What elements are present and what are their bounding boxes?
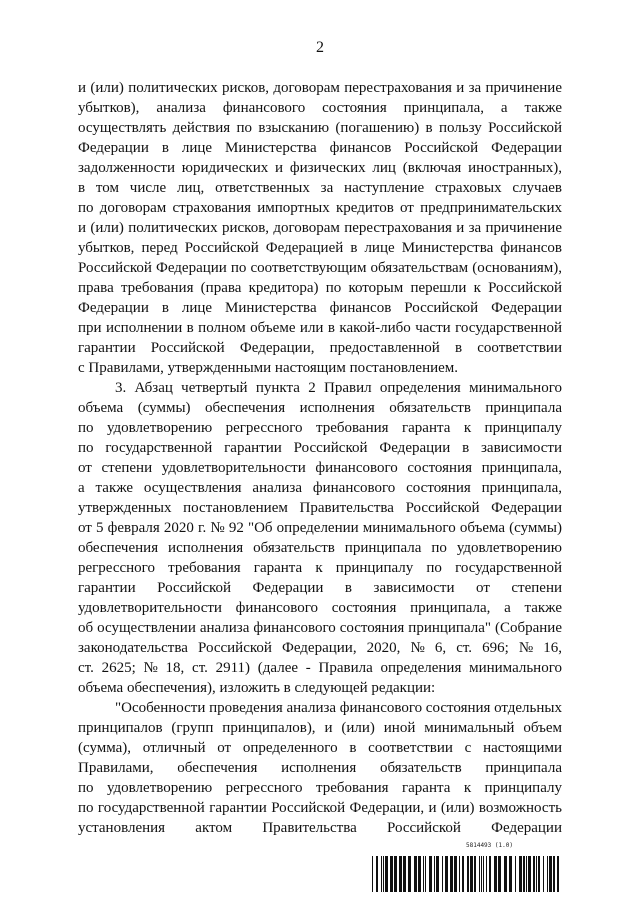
barcode-bar xyxy=(526,856,527,892)
text-line: в том числе лиц, ответственных за наступление страховых случаев xyxy=(78,180,562,196)
text-line: принципалов (групп принципалов), и (или) иной минимальный объем xyxy=(78,720,562,736)
barcode-bar xyxy=(494,856,497,892)
document-body xyxy=(78,78,562,838)
barcode-bar xyxy=(372,856,373,892)
barcode-bar xyxy=(434,856,435,892)
barcode-bar xyxy=(429,856,432,892)
paragraph-continuation xyxy=(78,78,562,378)
text-line: от степени удовлетворительности финансового состояния принципала, xyxy=(78,460,562,476)
barcode-bar xyxy=(450,856,453,892)
barcode-bar xyxy=(528,856,531,892)
text-line: по удовлетворению регрессного требования гаранта к принципалу xyxy=(78,420,562,436)
barcode-bar xyxy=(414,856,417,892)
page-number: 2 xyxy=(316,39,324,56)
barcode-bar xyxy=(381,856,382,892)
text-line: по удовлетворению регрессного требования гаранта к принципалу xyxy=(78,780,562,796)
barcode-bar xyxy=(536,856,537,892)
paragraph-item-3 xyxy=(78,378,562,698)
text-line: удовлетворительности финансового состояния принципала, а также xyxy=(78,600,562,616)
barcode-bar xyxy=(547,856,548,892)
barcode-bar xyxy=(383,856,384,892)
barcode-label: 5814493 (1.0) xyxy=(466,842,513,849)
barcode-bar xyxy=(394,856,397,892)
text-line: осуществлять действия по взысканию (погашению) в пользу Российской xyxy=(78,120,562,136)
text-line: Федерации в лице Министерства финансов Российской Федерации xyxy=(78,140,562,156)
barcode-bar xyxy=(467,856,469,892)
text-line: а также осуществления анализа финансового состояния принципала, xyxy=(78,480,562,496)
barcode-bar xyxy=(459,856,460,892)
barcode-bar xyxy=(445,856,448,892)
text-line: обеспечения исполнения обязательств принципала по удовлетворению xyxy=(78,540,562,556)
barcode-bar xyxy=(470,856,473,892)
text-line: и (или) политических рисков, договорам перестрахования и за причинение xyxy=(78,80,562,96)
text-line: от 5 февраля 2020 г. № 92 "Об определении минимального объема (суммы) xyxy=(78,520,562,536)
barcode-bar xyxy=(418,856,421,892)
barcode-bar xyxy=(436,856,439,892)
barcode-bar xyxy=(549,856,552,892)
barcode-bar xyxy=(481,856,482,892)
barcode-bar xyxy=(515,856,516,892)
barcode-bar xyxy=(538,856,540,892)
barcode xyxy=(372,856,560,892)
text-line: "Особенности проведения анализа финансового состояния отдельных xyxy=(115,700,562,716)
text-line: Правилами, обеспечения исполнения обязательств принципала xyxy=(78,760,562,776)
barcode-bar xyxy=(533,856,535,892)
barcode-bar xyxy=(425,856,426,892)
text-line: с Правилами, утвержденными настоящим постановлением. xyxy=(78,360,459,376)
text-line: объема обеспечения), изложить в следующей редакции: xyxy=(78,680,436,696)
text-line: Российской Федерации по соответствующим обязательствам (основаниям), xyxy=(78,260,562,276)
barcode-bar xyxy=(474,856,476,892)
barcode-bar xyxy=(408,856,411,892)
barcode-bar xyxy=(557,856,559,892)
barcode-bar xyxy=(519,856,522,892)
text-line: Федерации в лице Министерства финансов Российской Федерации xyxy=(78,300,562,316)
text-line: по государственной гарантии Российской Федерации в зависимости xyxy=(78,440,562,456)
text-line: объема (суммы) обеспечения исполнения обязательств принципала xyxy=(78,400,562,416)
barcode-bar xyxy=(454,856,457,892)
barcode-bar xyxy=(423,856,424,892)
barcode-bar xyxy=(509,856,512,892)
barcode-bar xyxy=(504,856,507,892)
text-line: при исполнении в полном объеме или в какой-либо части государственной xyxy=(78,320,562,336)
text-line: права требования (права кредитора) по которым перешли к Российской xyxy=(78,280,562,296)
barcode-bar xyxy=(390,856,393,892)
text-line: по государственной гарантии Российской Федерации, и (или) возможность xyxy=(78,800,562,816)
text-line: убытков), анализа финансового состояния принципала, а также xyxy=(78,100,562,116)
text-line: регрессного требования гаранта к принципалу по государственной xyxy=(78,560,562,576)
barcode-bar xyxy=(523,856,525,892)
barcode-bar xyxy=(385,856,388,892)
barcode-bar xyxy=(553,856,555,892)
barcode-bar xyxy=(543,856,544,892)
paragraph-quoted-text xyxy=(78,698,562,838)
barcode-bar xyxy=(486,856,487,892)
barcode-bar xyxy=(498,856,501,892)
text-line: гарантии Российской Федерации в зависимости от степени xyxy=(78,580,562,596)
text-line: по договорам страхования импортных кредитов от предпринимательских xyxy=(78,200,562,216)
barcode-bar xyxy=(442,856,443,892)
barcode-bar xyxy=(403,856,406,892)
text-line: об осуществлении анализа финансового состояния принципала" (Собрание xyxy=(78,620,562,636)
text-line: гарантии Российской Федерации, предоставленной в соответствии xyxy=(78,340,562,356)
barcode-bar xyxy=(376,856,378,892)
text-line: (сумма), отличный от определенного в соответствии с настоящими xyxy=(78,740,562,756)
text-line: и (или) политических рисков, договорам перестрахования и за причинение xyxy=(78,220,562,236)
barcode-bar xyxy=(462,856,464,892)
barcode-bar xyxy=(489,856,491,892)
barcode-bar xyxy=(483,856,484,892)
text-line: задолженности юридических и физических лиц (включая иностранных), xyxy=(78,160,562,176)
text-line: установления актом Правительства Российской Федерации xyxy=(78,820,562,836)
barcode-bar xyxy=(399,856,402,892)
text-line: ст. 2625; № 18, ст. 2911) (далее - Правила определения минимального xyxy=(78,660,562,676)
text-line: утвержденных постановлением Правительства Российской Федерации xyxy=(78,500,562,516)
text-line: законодательства Российской Федерации, 2020, № 6, ст. 696; № 16, xyxy=(78,640,562,656)
text-line: убытков, перед Российской Федерацией в лице Министерства финансов xyxy=(78,240,562,256)
text-line: 3. Абзац четвертый пункта 2 Правил определения минимального xyxy=(115,380,562,396)
barcode-bar xyxy=(479,856,480,892)
